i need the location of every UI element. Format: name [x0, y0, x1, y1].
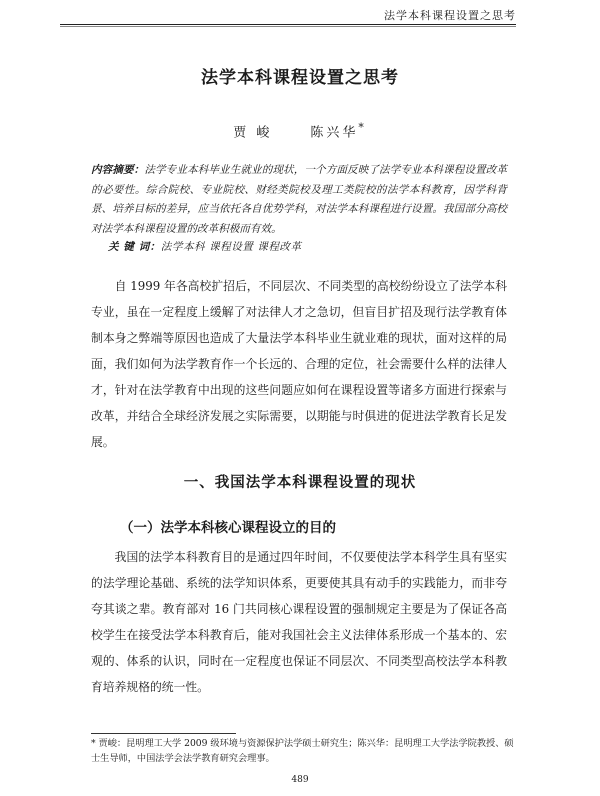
keywords-text: 法学本科 课程设置 课程改革 [160, 241, 302, 253]
keywords-label: 关 键 词： [108, 241, 161, 253]
abstract [91, 161, 507, 239]
running-head: 法学本科课程设置之思考 [384, 9, 516, 22]
page-number: 489 [291, 775, 309, 785]
footnote-rule [91, 733, 236, 734]
header-rule [60, 24, 516, 25]
footnote-mark: * [358, 121, 367, 134]
section-heading: 一、我国法学本科课程设置的现状 [183, 474, 417, 491]
intro-paragraph: 自 1999 年各高校扩招后，不同层次、不同类型的高校纷纷设立了法学本科专业，虽在一定程度上缓解了对法律人才之急切，但盲目扩招及现行法学教育体制本身之弊端等原因也造成了大量法学本科毕业生就业难的现状，面对这样的局面，我们如何为法学教育作一个长远的、合理的定位，社会需要什么样的法律人才，针对在法学教育中出现的这些问题应如何在课程设置等诸多方面进行探索与改革，并结合全球经济发展之实际需要，以期能与时俱进的促进法学教育长足发展。 [91, 279, 507, 449]
abstract-label: 内容摘要： [91, 164, 145, 176]
author-1: 贾 峻 [233, 125, 273, 141]
authors-line [60, 121, 540, 140]
abstract-text: 法学专业本科毕业生就业的现状，一个方面反映了法学专业本科课程设置改革的必要性。综合院校、专业院校、财经类院校及理工类院校的法学本科教育，因学科背景、培养目标的差异，应当依托各自优势学科，对法学本科课程进行设置。我国部分高校对法学本科课程设置的改革积极而有效。 [91, 164, 507, 235]
paper-title: 法学本科课程设置之思考 [201, 68, 399, 88]
author-2: 陈兴华 [310, 125, 359, 141]
header-rule-thin [60, 26, 516, 27]
footnote: * 贾峻：昆明理工大学 2009 级环境与资源保护法学硕士研究生；陈兴华：昆明理工大学法学院教授、硕士生导师，中国法学会法学教育研究会理事。 [91, 738, 514, 764]
section-paragraph: 我国的法学本科教育目的是通过四年时间，不仅要使法学本科学生具有坚实的法学理论基础、系统的法学知识体系，更要使其具有动手的实践能力，而非夸夸其谈之辈。教育部对 16 门共同核心课程设置的强制规定主要是为了保证各高校学生在接受法学本科教育后，能对我国社会主义法律体系形成一个基本的、宏观的、体系的认识，同时在一定程度也保证不同层次、不同类型高校法学本科教育培养规格的统一性。 [91, 550, 507, 694]
keywords [108, 239, 518, 254]
subsection-heading: （一）法学本科核心课程设立的目的 [120, 520, 336, 536]
